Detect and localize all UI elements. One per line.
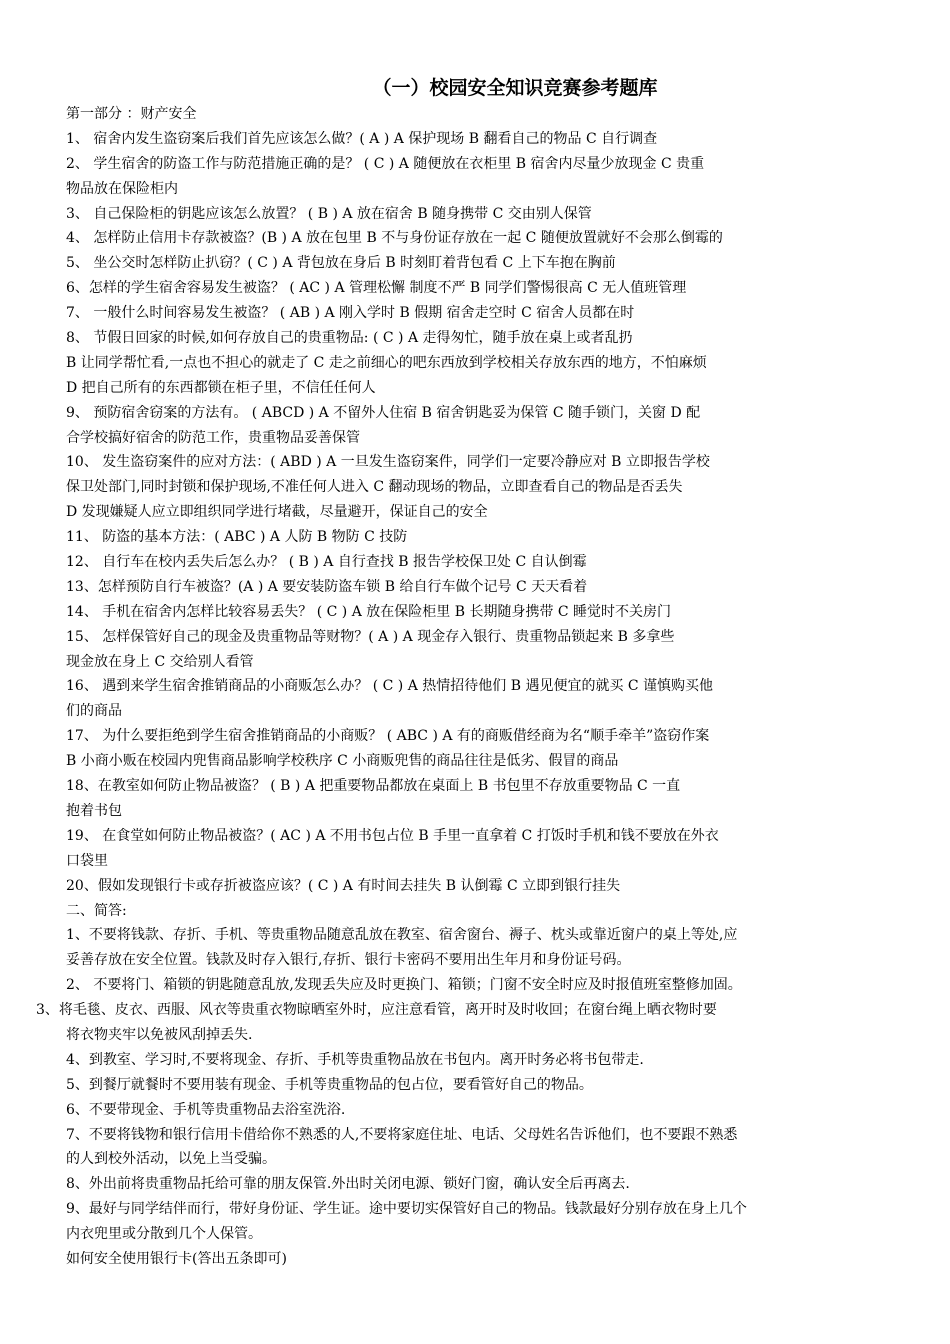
text-line: 16、 遇到来学生宿舍推销商品的小商贩怎么办？ ( C ) A 热情招待他们 B 遇见便宜的就买 C 谨慎购买他 <box>66 678 714 695</box>
text-line: 12、 自行车在校内丢失后怎么办？ ( B ) A 自行查找 B 报告学校保卫处 C 自认倒霉 <box>66 554 587 571</box>
text-line: 1、 宿舍内发生盗窃案后我们首先应该怎么做？( A ) A 保护现场 B 翻看自己的物品 C 自行调查 <box>66 130 658 147</box>
text-line: 10、 发生盗窃案件的应对方法：( ABD ) A 一旦发生盗窃案件，同学们一定要冷静应对 B 立即报告学校 <box>66 454 710 471</box>
text-line: 妥善存放在安全位置。钱款及时存入银行,存折、银行卡密码不要用出生年月和身份证号码。 <box>66 952 631 969</box>
text-line: 现金放在身上 C 交给别人看管 <box>66 653 254 670</box>
text-line: 15、 怎样保管好自己的现金及贵重物品等财物？( A ) A 现金存入银行、贵重物品锁起来 B 多拿些 <box>66 628 675 645</box>
text-line: 4、 怎样防止信用卡存款被盗？(B ) A 放在包里 B 不与身份证存放在一起 C 随便放置就好不会那么倒霉的 <box>66 230 723 247</box>
text-line: 7、不要将钱物和银行信用卡借给你不熟悉的人,不要将家庭住址、电话、父母姓名告诉他们，也不要跟不熟悉 <box>66 1126 738 1143</box>
text-line: 20、假如发现银行卡或存折被盗应该？( C ) A 有时间去挂失 B 认倒霉 C 立即到银行挂失 <box>66 877 621 894</box>
text-line: 9、最好与同学结伴而行，带好身份证、学生证。途中要切实保管好自己的物品。钱款最好分别存放在身上几个 <box>66 1201 747 1218</box>
text-line: 8、外出前将贵重物品托给可靠的朋友保管.外出时关闭电源、锁好门窗，确认安全后再离去. <box>66 1176 630 1193</box>
text-line: 14、 手机在宿舍内怎样比较容易丢失？ ( C ) A 放在保险柜里 B 长期随身携带 C 睡觉时不关房门 <box>66 603 672 620</box>
text-line: 11、 防盗的基本方法：( ABC ) A 人防 B 物防 C 技防 <box>66 529 408 546</box>
text-line: 1、不要将钱款、存折、手机、等贵重物品随意乱放在教室、宿舍窗台、褥子、枕头或靠近窗户的桌上等处,应 <box>66 927 738 944</box>
text-line: 8、 节假日回家的时候,如何存放自己的贵重物品: ( C ) A 走得匆忙，随手放在桌上或者乱扔 <box>66 330 633 347</box>
text-line: 们的商品 <box>66 703 122 720</box>
text-line: 6、怎样的学生宿舍容易发生被盗？ ( AC ) A 管理松懈 制度不严 B 同学们警惕很高 C 无人值班管理 <box>66 280 687 297</box>
text-line: 5、 坐公交时怎样防止扒窃？( C ) A 背包放在身后 B 时刻盯着背包看 C 上下车抱在胸前 <box>66 255 616 272</box>
document-title <box>0 75 950 101</box>
text-line: 2、 学生宿舍的防盗工作与防范措施正确的是？ ( C ) A 随便放在衣柜里 B 宿舍内尽量少放现金 C 贵重 <box>66 155 705 172</box>
text-line: 第一部分 ：财产安全 <box>66 106 197 122</box>
text-line: 13、怎样预防自行车被盗？(A ) A 要安装防盗车锁 B 给自行车做个记号 C 天天看着 <box>66 578 588 595</box>
text-line: 的人到校外活动，以免上当受骗。 <box>66 1151 276 1168</box>
text-line: B 小商小贩在校园内兜售商品影响学校秩序 C 小商贩兜售的商品往往是低劣、假冒的商品 <box>66 753 619 770</box>
text-line: 将衣物夹牢以免被风刮掉丢失. <box>66 1026 253 1043</box>
text-line: B 让同学帮忙看,一点也不担心的就走了 C 走之前细心的吧东西放到学校相关存放东西的地方，不怕麻烦 <box>66 354 707 371</box>
text-line: 合学校搞好宿舍的防范工作，贵重物品妥善保管 <box>66 429 360 446</box>
text-line: D 把自己所有的东西都锁在柜子里，不信任任何人 <box>66 379 376 396</box>
document-body <box>36 102 884 1272</box>
text-line: 3、 自己保险柜的钥匙应该怎么放置？ ( B ) A 放在宿舍 B 随身携带 C 交由别人保管 <box>66 205 592 222</box>
text-line: 5、到餐厅就餐时不要用装有现金、手机等贵重物品的包占位，要看管好自己的物品。 <box>66 1076 593 1093</box>
text-line: 18、在教室如何防止物品被盗？ ( B ) A 把重要物品都放在桌面上 B 书包里不存放重要物品 C 一直 <box>66 778 681 795</box>
text-line: D 发现嫌疑人应立即组织同学进行堵截，尽量避开，保证自己的安全 <box>66 504 488 521</box>
text-line: 6、不要带现金、手机等贵重物品去浴室洗浴. <box>66 1101 346 1118</box>
text-line: 17、 为什么要拒绝到学生宿舍推销商品的小商贩？ ( ABC ) A 有的商贩借经商为名“顺手牵羊”盗窃作案 <box>66 728 710 745</box>
text-line: 抱着书包 <box>66 802 122 819</box>
text-line: 7、 一般什么时间容易发生被盗？ ( AB ) A 刚入学时 B 假期 宿舍走空时 C 宿舍人员都在时 <box>66 305 635 322</box>
text-line: 19、 在食堂如何防止物品被盗？( AC ) A 不用书包占位 B 手里一直拿着 C 打饭时手机和钱不要放在外衣 <box>66 827 719 844</box>
text-line: 物品放在保险柜内 <box>66 180 178 197</box>
text-line: 二、简答: <box>66 902 127 919</box>
text-line: 保卫处部门,同时封锁和保护现场,不准任何人进入 C 翻动现场的物品，立即查看自己的物品是否丢失 <box>66 479 683 496</box>
text-line: 3、将毛毯、皮衣、西服、风衣等贵重衣物晾晒室外时，应注意看管，离开时及时收回；在窗台绳上晒衣物时要 <box>36 1002 717 1019</box>
text-line: 9、 预防宿舍窃案的方法有。 ( ABCD ) A 不留外人住宿 B 宿舍钥匙妥为保管 C 随手锁门，关窗 D 配 <box>66 404 701 421</box>
text-line: 内衣兜里或分散到几个人保管。 <box>66 1226 262 1243</box>
text-line: 口袋里 <box>66 852 108 869</box>
text-line: 如何安全使用银行卡(答出五条即可) <box>66 1250 287 1267</box>
text-line: 4、到教室、学习时,不要将现金、存折、手机等贵重物品放在书包内。离开时务必将书包带走. <box>66 1051 644 1068</box>
title-text: （一）校园安全知识竞赛参考题库 <box>372 77 658 99</box>
text-line: 2、 不要将门、箱锁的钥匙随意乱放,发现丢失应及时更换门、箱锁；门窗不安全时应及时报值班室整修加固。 <box>66 977 742 994</box>
